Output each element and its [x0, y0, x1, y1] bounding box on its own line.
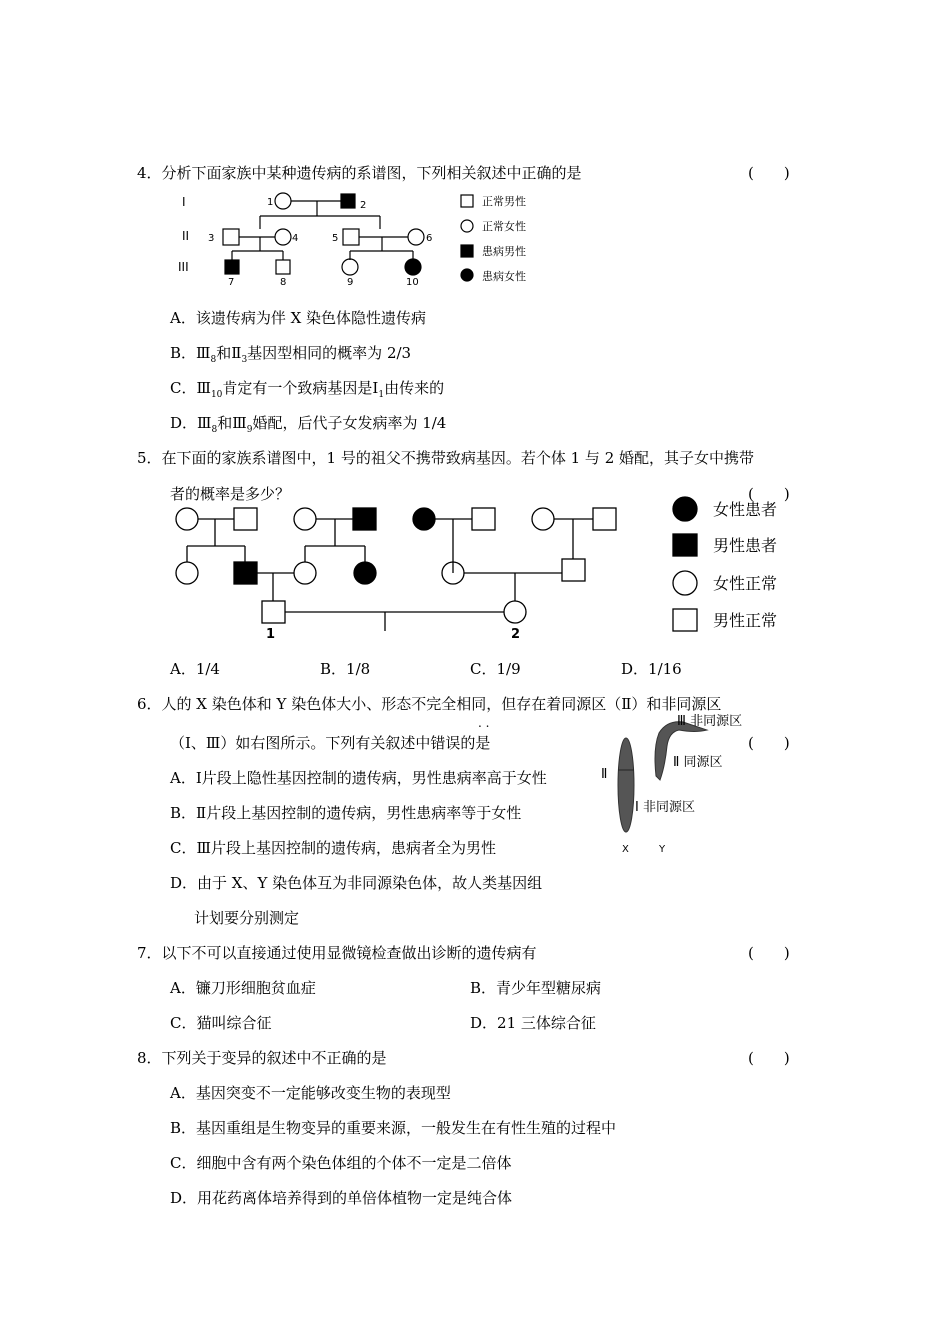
- q5-legend-male-affected: 男性患者: [713, 536, 778, 555]
- q6-label-x: X: [622, 844, 629, 855]
- q4-stem: 4．分析下面家族中某种遗传病的系谱图，下列相关叙述中正确的是: [137, 164, 582, 182]
- gen-label-2: II: [182, 229, 190, 243]
- q7-stem: 7．以下不可以直接通过使用显微镜检查做出诊断的遗传病有: [137, 944, 537, 962]
- q5-answer-paren: ( ): [748, 485, 790, 503]
- q4-option-d[interactable]: D．$Ⅲ_8$和$Ⅲ_9$婚配，后代子女发病率为 1/4: [170, 414, 447, 435]
- q5-legend-female-affected: 女性患者: [713, 500, 778, 519]
- ind-6: 6: [426, 233, 433, 244]
- q8-stem: 8．下列关于变异的叙述中不正确的是: [137, 1049, 387, 1067]
- q4-legend-affected-female: 患病女性: [482, 270, 526, 283]
- q7-option-c[interactable]: C．猫叫综合征: [170, 1014, 272, 1032]
- q8-option-b[interactable]: B．基因重组是生物变异的重要来源，一般发生在有性生殖的过程中: [170, 1119, 617, 1137]
- q4-legend-affected-male: 患病男性: [482, 245, 526, 258]
- q5-option-b[interactable]: B．1/8: [320, 660, 371, 678]
- ind-3: 3: [208, 233, 215, 244]
- q8-option-d[interactable]: D．用花药离体培养得到的单倍体植物一定是纯合体: [170, 1189, 513, 1207]
- ind-1: 1: [267, 197, 274, 208]
- gen-label-1: I: [182, 195, 186, 209]
- ind-10: 10: [406, 277, 419, 288]
- q6-option-d-cont: 计划要分别测定: [194, 909, 300, 927]
- q8-option-a[interactable]: A．基因突变不一定能够改变生物的表现型: [170, 1084, 451, 1102]
- q5-stem-line2: 者的概率是多少？: [170, 485, 291, 503]
- q8-answer-paren: ( ): [748, 1049, 790, 1067]
- ind-2: 2: [360, 200, 367, 211]
- q4-answer-paren: ( ): [748, 164, 790, 182]
- q5-option-d[interactable]: D．1/16: [621, 660, 682, 678]
- q4-legend-normal-male: 正常男性: [482, 195, 526, 208]
- q6-emphasis-dots: . .: [478, 716, 490, 730]
- q6-option-c[interactable]: C．Ⅲ片段上基因控制的遗传病，患病者全为男性: [170, 839, 496, 857]
- q6-label-ii-left: Ⅱ: [601, 767, 608, 782]
- q5-legend: [665, 490, 795, 635]
- q7-answer-paren: ( ): [748, 944, 790, 962]
- q4-legend-normal-female: 正常女性: [482, 220, 526, 233]
- q6-option-a[interactable]: A．Ⅰ片段上隐性基因控制的遗传病，男性患病率高于女性: [170, 769, 547, 787]
- q7-option-d[interactable]: D．21 三体综合征: [470, 1014, 596, 1032]
- ind-9: 9: [347, 277, 354, 288]
- q5-stem-line1: 5．在下面的家族系谱图中，1 号的祖父不携带致病基因。若个体 1 与 2 婚配，其子女中携带: [137, 449, 755, 467]
- ind-5: 5: [332, 233, 339, 244]
- ind-7: 7: [228, 277, 235, 288]
- ind-4: 4: [292, 233, 299, 244]
- ind-8: 8: [280, 277, 287, 288]
- q8-option-c[interactable]: C．细胞中含有两个染色体组的个体不一定是二倍体: [170, 1154, 512, 1172]
- q6-label-ii-right: Ⅱ 同源区: [673, 755, 723, 770]
- q4-pedigree: [170, 188, 570, 288]
- q6-label-iii: Ⅲ 非同源区: [677, 714, 743, 729]
- q6-label-y: Y: [659, 844, 666, 855]
- q5-label-1: 1: [266, 627, 276, 642]
- q5-pedigree: [165, 500, 635, 645]
- q5-option-a[interactable]: A．1/4: [170, 660, 220, 678]
- q5-option-c[interactable]: C．1/9: [470, 660, 521, 678]
- q6-stem-line1: 6．人的 X 染色体和 Y 染色体大小、形态不完全相同，但存在着同源区（Ⅱ）和非同源区: [137, 695, 722, 713]
- q6-option-b[interactable]: B．Ⅱ片段上基因控制的遗传病，男性患病率等于女性: [170, 804, 522, 822]
- gen-label-3: III: [178, 260, 189, 274]
- q7-option-a[interactable]: A．镰刀形细胞贫血症: [170, 979, 316, 997]
- q4-option-a[interactable]: A．该遗传病为伴 X 染色体隐性遗传病: [170, 309, 427, 327]
- q6-xy-diagram: [595, 708, 775, 858]
- q7-option-b[interactable]: B．青少年型糖尿病: [470, 979, 602, 997]
- q6-option-d[interactable]: D．由于 X、Y 染色体互为非同源染色体，故人类基因组: [170, 874, 543, 892]
- q5-legend-female-normal: 女性正常: [713, 574, 778, 593]
- q6-answer-paren: ( ): [748, 734, 790, 752]
- q5-legend-male-normal: 男性正常: [713, 611, 778, 630]
- q6-label-i: Ⅰ 非同源区: [635, 800, 695, 815]
- q5-label-2: 2: [511, 627, 521, 642]
- q6-stem-line2: （Ⅰ、Ⅲ）如右图所示。下列有关叙述中错误的是: [170, 734, 491, 752]
- q4-option-b[interactable]: B．$Ⅲ_8$和$Ⅱ_3$基因型相同的概率为 2/3: [170, 344, 412, 365]
- q4-option-c[interactable]: C．$Ⅲ_{10}$肯定有一个致病基因是$Ⅰ_1$由传来的: [170, 379, 445, 400]
